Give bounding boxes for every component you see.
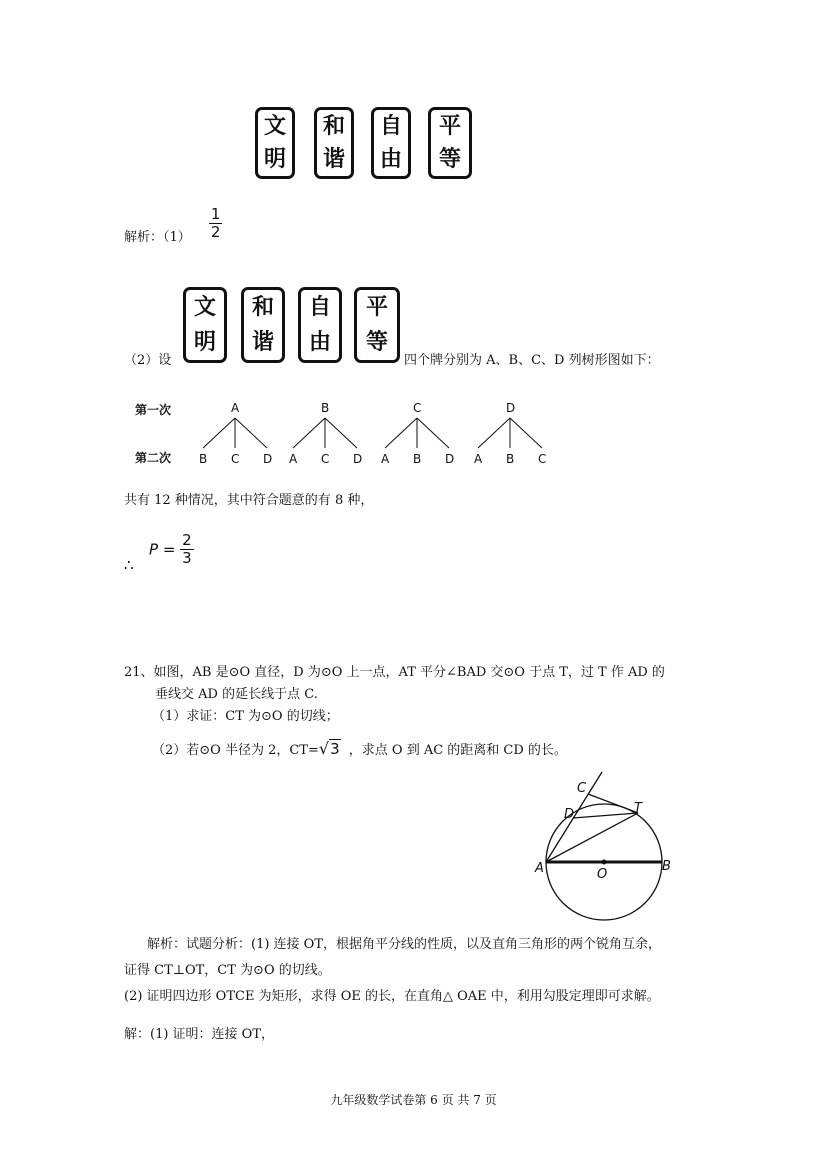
card-2: [314, 107, 354, 179]
tree-leaf-b-a: A: [289, 452, 298, 466]
probability-expression: [149, 532, 194, 567]
probability-denominator: 3: [182, 549, 192, 567]
geometry-figure: [528, 768, 688, 928]
card-4: [428, 107, 472, 179]
line-dt: [573, 813, 638, 818]
probability-fraction: [180, 532, 194, 567]
card-mid-2: [241, 287, 285, 363]
probability-lhs: P =: [149, 540, 176, 559]
analysis-1: [124, 205, 222, 245]
q21-part-2-a: （2）若⊙O 半径为 2，CT=: [152, 743, 319, 758]
card-mid-1-top: 文: [193, 294, 216, 320]
tree-branch: [385, 418, 417, 448]
tree-leaf-c-b: B: [413, 452, 422, 466]
tree-root-c: C: [413, 401, 422, 415]
tree-root-d: D: [506, 401, 516, 415]
tree-leaf-d-c: C: [538, 452, 547, 466]
card-1-top: 文: [263, 113, 286, 139]
tree-groups: [199, 401, 546, 466]
line-ct: [588, 794, 638, 813]
card-mid-3: [298, 287, 342, 363]
q21-part-2: [152, 740, 567, 760]
q21-line-1: 21、如图，AB 是⊙O 直径，D 为⊙O 上一点，AT 平分∠BAD 交⊙O 于点 T，过 T 作 AD 的: [124, 665, 665, 680]
label-d: D: [564, 807, 575, 822]
tree-leaf-a-b: B: [199, 452, 208, 466]
q21-line-2: 垂线交 AD 的延长线于点 C.: [155, 687, 318, 702]
analysis-1-fraction: [209, 206, 223, 241]
tree-diagram: [135, 396, 565, 476]
card-1: [255, 107, 295, 179]
card-3-bottom: 由: [379, 146, 402, 172]
label-o: O: [597, 867, 608, 882]
tree-row-1-label: 第一次: [135, 403, 172, 417]
card-1-bottom: 明: [263, 146, 286, 172]
solution-line-2: 证得 CT⊥OT，CT 为⊙O 的切线。: [124, 963, 331, 978]
total-cases: 共有 12 种情况，其中符合题意的有 8 种，: [124, 493, 374, 508]
card-mid-4: [354, 287, 400, 363]
tree-branch: [417, 418, 449, 448]
tree-leaf-d-b: B: [506, 452, 515, 466]
card-4-top: 平: [438, 113, 461, 139]
card-mid-2-bottom: 谐: [251, 329, 274, 355]
card-mid-1-bottom: 明: [193, 329, 216, 355]
tree-branch: [510, 418, 542, 448]
label-t: T: [634, 801, 642, 816]
label-a: A: [535, 861, 544, 876]
tree-root-a: A: [231, 401, 240, 415]
tree-row-2-label: 第二次: [135, 451, 172, 465]
card-mid-3-bottom: 由: [308, 329, 331, 355]
analysis-1-label: 解析：（1）: [124, 229, 191, 245]
tree-root-b: B: [321, 401, 330, 415]
tree-leaf-a-c: C: [231, 452, 240, 466]
center-point: [602, 860, 607, 865]
card-3: [371, 107, 411, 179]
tree-branch: [478, 418, 510, 448]
line-at: [546, 813, 638, 862]
solution-line-1: 解析：试题分析：(1) 连接 OT，根据角平分线的性质，以及直角三角形的两个锐角互余，: [147, 937, 662, 952]
therefore-symbol: ∴: [124, 556, 134, 574]
label-b: B: [662, 859, 671, 874]
page-footer: 九年级数学试卷第 6 页 共 7 页: [330, 1093, 497, 1107]
card-mid-1: [183, 287, 227, 363]
sqrt-radicand: 3: [330, 740, 340, 758]
tree-branch: [203, 418, 235, 448]
analysis-2-prefix: （2）设: [124, 353, 172, 368]
tree-leaf-c-a: A: [381, 452, 390, 466]
card-3-top: 自: [379, 113, 402, 139]
label-c: C: [577, 781, 587, 796]
card-mid-2-top: 和: [251, 294, 274, 320]
tree-branch: [235, 418, 267, 448]
card-2-bottom: 谐: [322, 146, 345, 172]
fraction-denominator: 2: [210, 223, 221, 241]
card-mid-3-top: 自: [308, 294, 331, 320]
probability-numerator: 2: [182, 531, 192, 549]
card-mid-4-top: 平: [365, 294, 388, 320]
analysis-2-suffix: 四个牌分别为 A、B、C、D 列树形图如下：: [404, 353, 660, 368]
card-mid-4-bottom: 等: [365, 329, 388, 355]
sqrt-sign: √: [318, 739, 330, 758]
card-4-bottom: 等: [438, 146, 461, 172]
fraction-numerator: 1: [210, 205, 221, 223]
tree-leaf-a-d: D: [263, 452, 273, 466]
tree-leaf-d-a: A: [474, 452, 483, 466]
tree-leaf-c-d: D: [445, 452, 455, 466]
q21-part-2-b: ，求点 O 到 AC 的距离和 CD 的长。: [348, 743, 567, 758]
tree-leaf-b-d: D: [353, 452, 363, 466]
solution-line-4: 解：(1) 证明：连接 OT，: [124, 1027, 275, 1042]
q21-part-1: （1）求证：CT 为⊙O 的切线；: [152, 709, 339, 724]
tree-branch: [293, 418, 325, 448]
card-2-top: 和: [322, 113, 345, 139]
tree-branch: [325, 418, 357, 448]
tree-leaf-b-c: C: [321, 452, 330, 466]
solution-line-3: (2) 证明四边形 OTCE 为矩形，求得 OE 的长，在直角△ OAE 中，利用勾股定理即可求解。: [124, 989, 660, 1004]
